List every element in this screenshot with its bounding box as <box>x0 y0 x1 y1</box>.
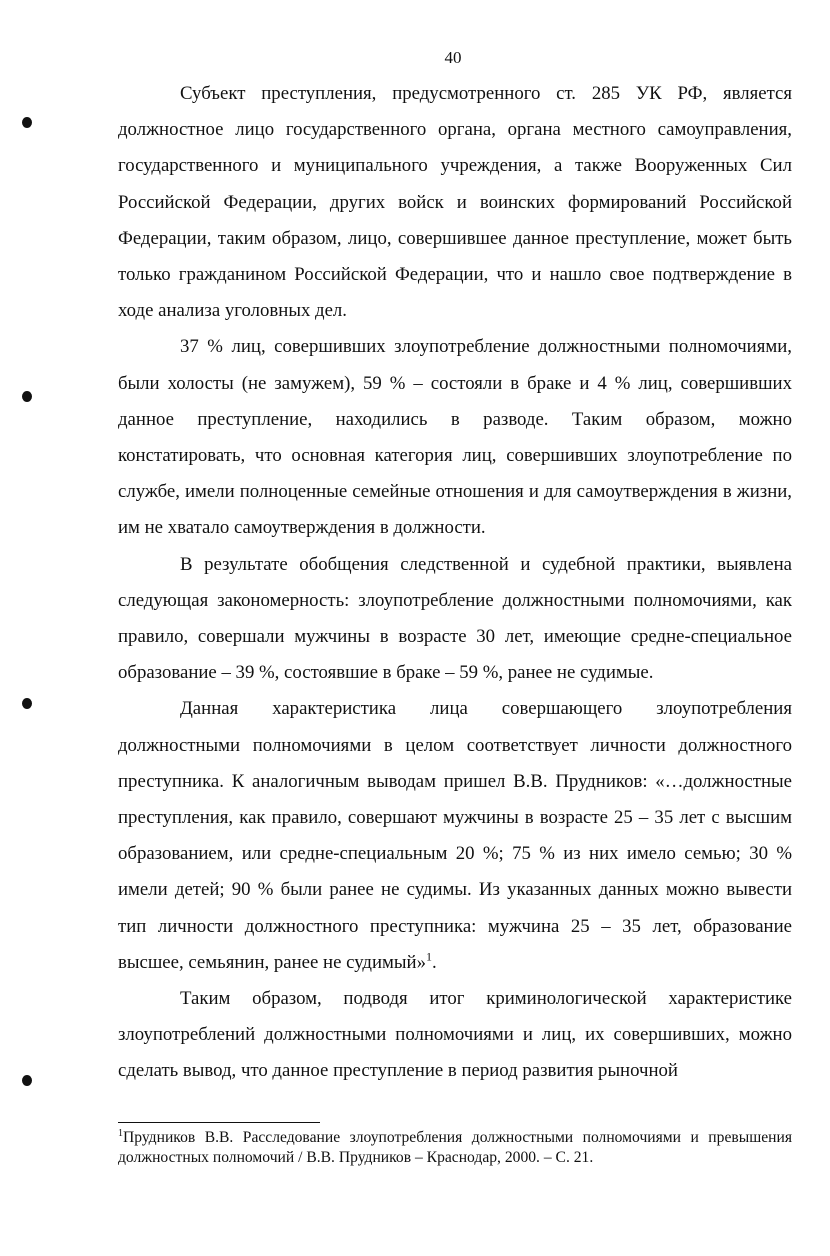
footnote <box>118 1128 792 1168</box>
punch-hole-mark <box>22 391 32 402</box>
paragraph-5: Таким образом, подводя итог криминологической характеристике злоупотреблений должностными полномочиями и лиц, их совершивших, можно сделать вывод, что данное преступление в период развития рыночной <box>118 988 792 1082</box>
paragraph-4-text: Данная характеристика лица совершающего злоупотребления должностными полномочиями в целом соответствует личности должностного преступника. К аналогичным выводам пришел В.В. Прудников: «…должностные преступления, как правило, совершают мужчины в возрасте 25 – 35 лет с высшим образованием, или средне-специальным 20 %; 75 % из них имело семью; 30 % имели детей; 90 % были ранее не судимы. Из указанных данных можно вывести тип личности должностного преступника: мужчина 25 – 35 лет, образование высшее, семьянин, ранее не судимый» <box>118 698 792 973</box>
footnote-separator <box>118 1122 320 1123</box>
punch-hole-mark <box>22 117 32 128</box>
paragraph-4: Данная характеристика лица совершающего злоупотребления должностными полномочиями в целом соответствует личности должностного преступника. К аналогичным выводам пришел В.В. Прудников: «…должностные преступления, как правило, совершают мужчины в возрасте 25 – 35 лет с высшим образованием, или средне-специальным 20 %; 75 % из них имело семью; 30 % имели детей; 90 % были ранее не судимы. Из указанных данных можно вывести тип личности должностного преступника: мужчина 25 – 35 лет, образование высшее, семьянин, ранее не судимый»$^1$. <box>118 698 792 973</box>
page-number: 40 <box>444 48 462 67</box>
punch-hole-mark <box>22 698 32 709</box>
footnote-text: Прудников В.В. Расследование злоупотребления должностными полномочиями и превышения должностных полномочий / В.В. Прудников – Краснодар, 2000. – С. 21. <box>118 1129 792 1166</box>
footnote-reference[interactable]: 1 <box>425 949 432 964</box>
footnote-number: 1 <box>118 1127 123 1139</box>
paragraph-3: В результате обобщения следственной и судебной практики, выявлена следующая закономерность: злоупотребление должностными полномочиями, как правило, совершали мужчины в возрасте 30 лет, имеющие средне-специальное образование – 39 %, состоявшие в браке – 59 %, ранее не судимые. <box>118 553 792 684</box>
punch-hole-mark <box>22 1075 32 1086</box>
body-text <box>118 76 792 1090</box>
paragraph-2: 37 % лиц, совершивших злоупотребление должностными полномочиями, были холосты (не замужем), 59 % – состояли в браке и 4 % лиц, совершивших данное преступление, находились в разводе. Таким образом, можно констатировать, что основная категория лиц, совершивших злоупотребление по службе, имели полноценные семейные отношения и для самоутверждения в жизни, им не хватало самоутверждения в должности. <box>118 336 792 539</box>
paragraph-1: Субъект преступления, предусмотренного ст. 285 УК РФ, является должностное лицо государственного органа, органа местного самоуправления, государственного и муниципального учреждения, а также Вооруженных Сил Российской Федерации, других войск и воинских формирований Российской Федерации, таким образом, лицо, совершившее данное преступление, может быть только гражданином Российской Федерации, что и нашло свое подтверждение в ходе анализа уголовных дел. <box>118 83 792 322</box>
